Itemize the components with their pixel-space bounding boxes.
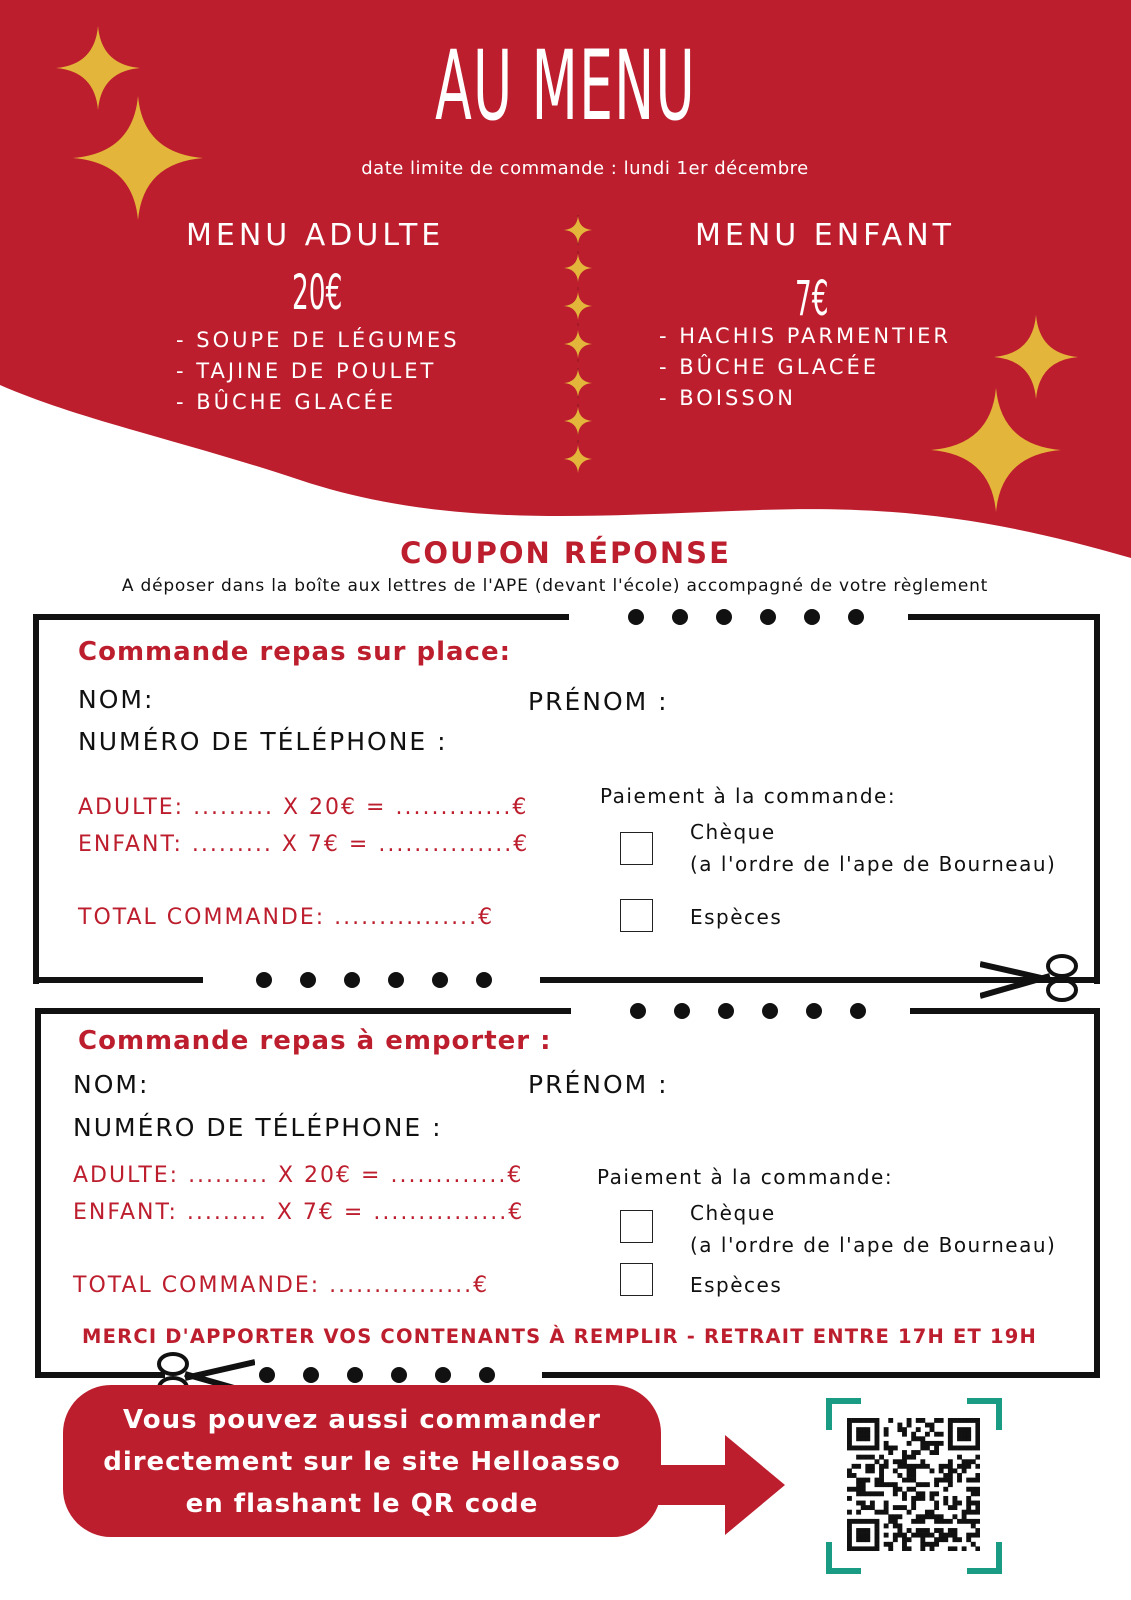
- cta-line: en flashant le QR code: [185, 1489, 539, 1519]
- phone-field-label[interactable]: NUMÉRO DE TÉLÉPHONE :: [73, 1113, 443, 1142]
- menu-item: - BOISSON: [659, 386, 796, 410]
- order-deadline: date limite de commande : lundi 1er décembre: [361, 158, 809, 179]
- coupon-title: COUPON RÉPONSE: [400, 536, 731, 570]
- menu-price: 7€: [795, 271, 829, 327]
- adult-quantity-line[interactable]: ADULTE: ......... X 20€ = .............€: [73, 1163, 524, 1188]
- cheque-note: (a l'ordre de l'ape de Bourneau): [690, 1233, 1057, 1257]
- phone-field-label[interactable]: NUMÉRO DE TÉLÉPHONE :: [78, 727, 448, 756]
- page-title: AU MENU: [435, 30, 696, 142]
- menu-item: - SOUPE DE LÉGUMES: [176, 328, 460, 352]
- form-title: Commande repas à emporter :: [78, 1026, 552, 1056]
- cash-checkbox[interactable]: [620, 1263, 653, 1296]
- pickup-notice: MERCI D'APPORTER VOS CONTENANTS À REMPLIR - RETRAIT ENTRE 17H ET 19H: [82, 1325, 1038, 1348]
- cheque-checkbox[interactable]: [620, 832, 653, 865]
- menu-price: 20€: [292, 265, 343, 321]
- form-title: Commande repas sur place:: [78, 637, 511, 667]
- order-total-line[interactable]: TOTAL COMMANDE: ................€: [78, 905, 495, 930]
- cash-label: Espèces: [690, 905, 783, 929]
- order-total-line[interactable]: TOTAL COMMANDE: ................€: [73, 1273, 490, 1298]
- helloasso-cta: [63, 1385, 661, 1537]
- qr-code[interactable]: [847, 1418, 980, 1551]
- menu-adult: [176, 218, 460, 418]
- menu-name: MENU ADULTE: [186, 218, 445, 253]
- name-field-label[interactable]: NOM:: [78, 685, 155, 714]
- menu-item: - HACHIS PARMENTIER: [659, 324, 951, 348]
- menu-item: - BÛCHE GLACÉE: [659, 355, 880, 379]
- coupon-subtitle: A déposer dans la boîte aux lettres de l'APE (devant l'école) accompagné de votre règlement: [121, 576, 989, 596]
- cash-checkbox[interactable]: [620, 899, 653, 932]
- cheque-checkbox[interactable]: [620, 1210, 653, 1243]
- cta-line: Vous pouvez aussi commander: [123, 1405, 601, 1435]
- cheque-label: Chèque: [690, 820, 776, 844]
- name-field-label[interactable]: NOM:: [73, 1070, 150, 1099]
- child-quantity-line[interactable]: ENFANT: ......... X 7€ = ...............€: [73, 1200, 525, 1225]
- cta-line: directement sur le site Helloasso: [103, 1447, 621, 1477]
- firstname-field-label[interactable]: PRÉNOM :: [528, 1070, 669, 1099]
- menu-item: - BÛCHE GLACÉE: [176, 390, 397, 414]
- scissors-icon: [980, 952, 1080, 1002]
- arrow-right-icon: [655, 1430, 795, 1540]
- qr-code-frame[interactable]: [826, 1398, 1002, 1574]
- child-quantity-line[interactable]: ENFANT: ......... X 7€ = ...............€: [78, 832, 530, 857]
- adult-quantity-line[interactable]: ADULTE: ......... X 20€ = .............€: [78, 795, 529, 820]
- menu-name: MENU ENFANT: [695, 218, 955, 253]
- payment-title: Paiement à la commande:: [597, 1165, 894, 1189]
- cheque-label: Chèque: [690, 1201, 776, 1225]
- cash-label: Espèces: [690, 1273, 783, 1297]
- payment-title: Paiement à la commande:: [600, 784, 897, 808]
- menu-item: - TAJINE DE POULET: [176, 359, 437, 383]
- firstname-field-label[interactable]: PRÉNOM :: [528, 687, 669, 716]
- menu-child: [659, 218, 955, 414]
- cheque-note: (a l'ordre de l'ape de Bourneau): [690, 852, 1057, 876]
